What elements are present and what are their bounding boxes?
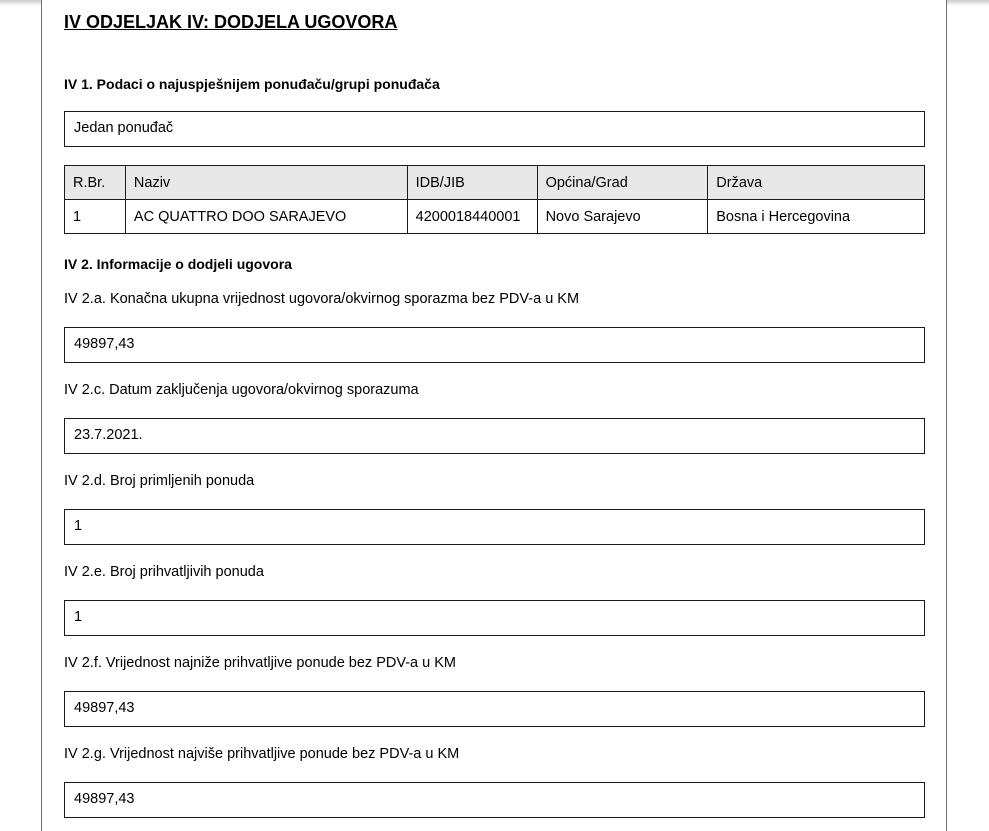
iv2-heading: IV 2. Informacije o dodjeli ugovora — [64, 256, 292, 272]
field-value-lowest-bid: 49897,43 — [64, 691, 925, 727]
iv1-heading: IV 1. Podaci o najuspješnijem ponuđaču/grupi ponuđača — [64, 76, 440, 92]
field-value-received-bids: 1 — [64, 509, 925, 545]
field-value-total-value: 49897,43 — [64, 327, 925, 363]
field-label-acceptable-bids: IV 2.e. Broj prihvatljivih ponuda — [64, 564, 264, 580]
cell-opcina-grad: Novo Sarajevo — [537, 200, 708, 234]
document-page — [41, 0, 947, 831]
cell-idb-jib: 4200018440001 — [407, 200, 537, 234]
column-header-opcina-grad: Općina/Grad — [537, 166, 708, 200]
column-header-rbr: R.Br. — [65, 166, 126, 200]
field-label-received-bids: IV 2.d. Broj primljenih ponuda — [64, 473, 255, 489]
field-value-acceptable-bids: 1 — [64, 600, 925, 636]
section-title: IV ODJELJAK IV: DODJELA UGOVORA — [64, 12, 398, 32]
column-header-idb-jib: IDB/JIB — [407, 166, 537, 200]
column-header-naziv: Naziv — [125, 166, 407, 200]
field-label-total-value: IV 2.a. Konačna ukupna vrijednost ugovora/okvirnog sporazma bez PDV-a u KM — [64, 291, 580, 307]
bidder-table — [64, 165, 925, 234]
table-row — [65, 200, 925, 234]
column-header-drzava: Država — [708, 166, 925, 200]
field-label-contract-date: IV 2.c. Datum zaključenja ugovora/okvirnog sporazuma — [64, 382, 419, 398]
field-value-contract-date: 23.7.2021. — [64, 418, 925, 454]
field-label-highest-bid: IV 2.g. Vrijednost najviše prihvatljive ponude bez PDV-a u KM — [64, 746, 460, 762]
cell-drzava: Bosna i Hercegovina — [708, 200, 925, 234]
field-value-highest-bid: 49897,43 — [64, 782, 925, 818]
field-label-lowest-bid: IV 2.f. Vrijednost najniže prihvatljive ponude bez PDV-a u KM — [64, 655, 456, 671]
bidder-type-value: Jedan ponuđač — [64, 111, 925, 147]
cell-naziv: AC QUATTRO DOO SARAJEVO — [125, 200, 407, 234]
cell-rbr: 1 — [65, 200, 126, 234]
table-header-row — [65, 166, 925, 200]
